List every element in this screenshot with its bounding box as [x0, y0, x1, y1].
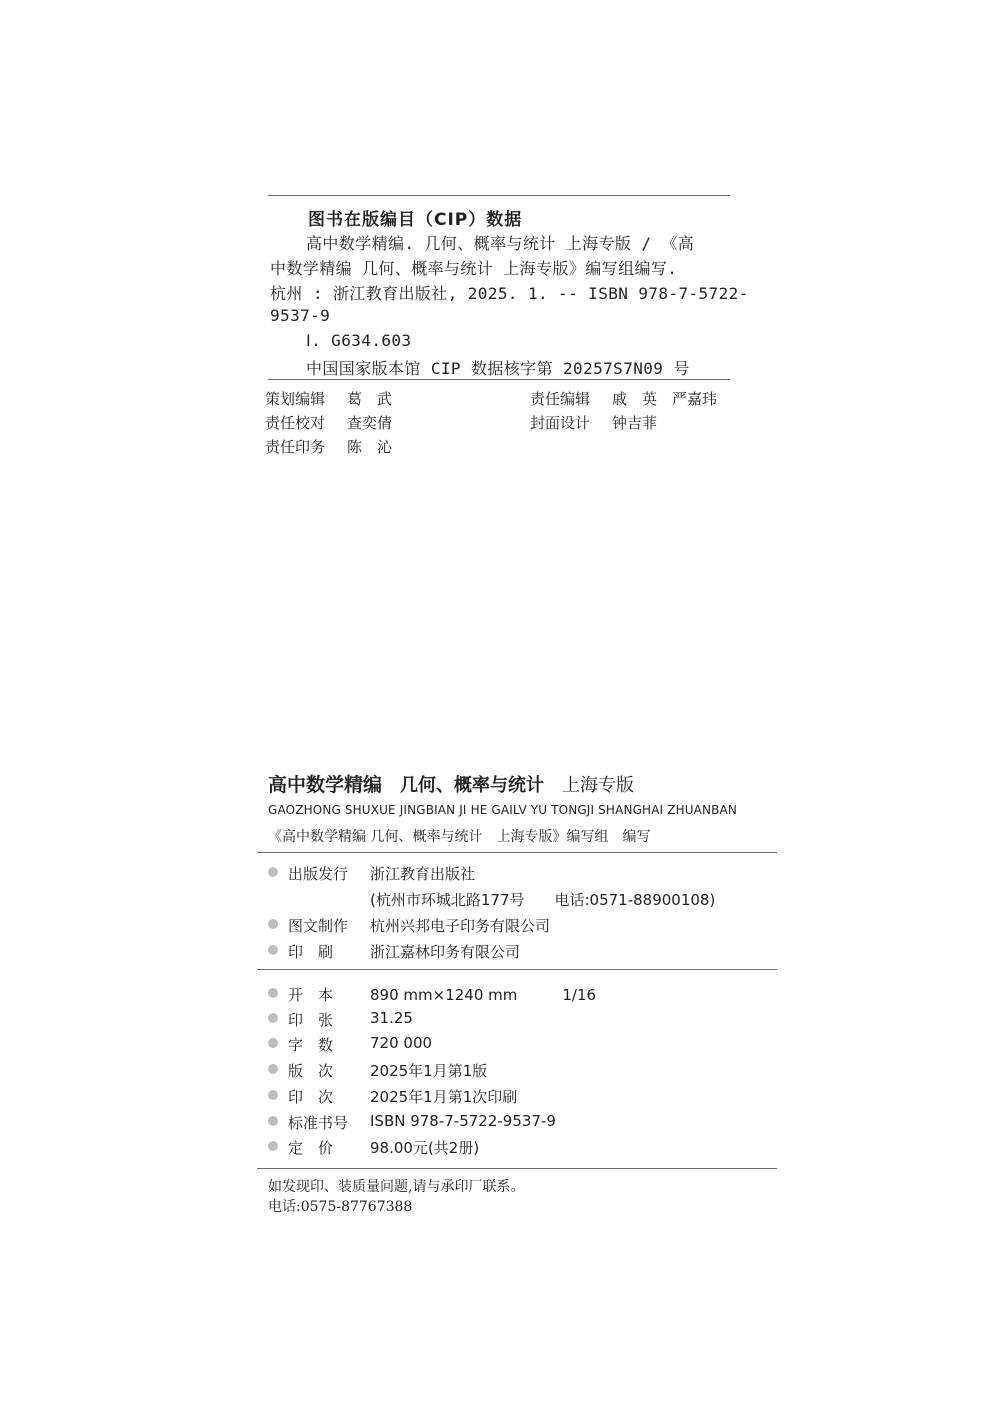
book-subtitle: 几何、概率与统计 — [400, 775, 545, 796]
bullet-icon — [268, 1013, 278, 1023]
staff-entry — [530, 412, 657, 433]
bullet-icon — [268, 1038, 278, 1048]
staff-name: 钟吉菲 — [612, 414, 658, 432]
staff-name: 查奕倩 — [347, 414, 393, 432]
staff-name: 葛 武 — [347, 390, 393, 408]
bullet-icon — [268, 919, 278, 929]
cip-heading: 图书在版编目（CIP）数据 — [308, 210, 523, 230]
bullet-icon — [268, 1141, 278, 1151]
info-label: 定 价 — [288, 1139, 334, 1157]
info-label: 字 数 — [288, 1036, 334, 1054]
info-value: 杭州兴邦电子印务有限公司 — [370, 917, 551, 935]
bullet-icon — [268, 988, 278, 998]
quality-notice: 如发现印、装质量问题,请与承印厂联系。 — [268, 1179, 525, 1195]
cip-line: Ⅰ. G634.603 — [306, 331, 412, 350]
info-value: 2025年1月第1版 — [370, 1062, 488, 1080]
info-label: 出版发行 — [288, 865, 349, 883]
staff-entry — [265, 412, 392, 433]
staff-name: 陈 沁 — [347, 438, 393, 456]
staff-role: 封面设计 — [530, 414, 591, 432]
cip-line: 中数学精编 几何、概率与统计 上海专版》编写组编写. — [270, 259, 678, 278]
footer-top-rule — [257, 1168, 777, 1169]
staff-entry — [530, 388, 717, 409]
cip-top-rule — [268, 195, 730, 196]
info-label: 印 张 — [288, 1011, 334, 1029]
publishing-top-rule — [257, 852, 777, 853]
book-pinyin: GAOZHONG SHUXUE JINGBIAN JI HE GAILV YU TONGJI SHANGHAI ZHUANBAN — [268, 803, 738, 817]
bullet-icon — [268, 867, 278, 877]
cip-line: 杭州 : 浙江教育出版社, 2025. 1. -- ISBN 978-7-5722- — [270, 284, 749, 303]
cip-line: 9537-9 — [270, 306, 331, 325]
info-value: ISBN 978-7-5722-9537-9 — [370, 1112, 556, 1130]
info-label: 印 次 — [288, 1088, 334, 1106]
info-value: (杭州市环城北路177号 电话:0571-88900108) — [370, 891, 716, 909]
cip-line: 高中数学精编. 几何、概率与统计 上海专版 / 《高 — [306, 234, 695, 253]
bullet-icon — [268, 945, 278, 955]
info-value: 720 000 — [370, 1034, 433, 1052]
bullet-icon — [268, 1116, 278, 1126]
info-label: 开 本 — [288, 986, 334, 1004]
bullet-icon — [268, 1090, 278, 1100]
info-label: 印 刷 — [288, 943, 334, 961]
info-value: 浙江嘉林印务有限公司 — [370, 943, 521, 961]
book-edition: 上海专版 — [562, 775, 635, 796]
cip-bottom-rule — [268, 379, 730, 380]
info-value: 2025年1月第1次印刷 — [370, 1088, 518, 1106]
staff-name: 戚 英 严嘉玮 — [612, 390, 718, 408]
info-label: 标准书号 — [288, 1114, 349, 1132]
info-label: 版 次 — [288, 1062, 334, 1080]
staff-entry — [265, 436, 392, 457]
staff-role: 策划编辑 — [265, 390, 326, 408]
book-title: 高中数学精编 — [268, 774, 383, 796]
staff-role: 责任校对 — [265, 414, 326, 432]
info-value: 98.00元(共2册) — [370, 1139, 480, 1157]
book-title-line — [268, 770, 634, 797]
info-label: 图文制作 — [288, 917, 349, 935]
staff-role: 责任印务 — [265, 438, 326, 456]
book-authors: 《高中数学精编 几何、概率与统计 上海专版》编写组 编写 — [268, 829, 651, 845]
printer-phone: 电话:0575-87767388 — [268, 1199, 413, 1215]
info-value: 31.25 — [370, 1009, 413, 1027]
info-value: 890 mm×1240 mm 1/16 — [370, 986, 597, 1004]
cip-line: 中国国家版本馆 CIP 数据核字第 20257S7N09 号 — [306, 359, 690, 378]
staff-role: 责任编辑 — [530, 390, 591, 408]
specs-top-rule — [257, 969, 777, 970]
info-value: 浙江教育出版社 — [370, 865, 476, 883]
bullet-icon — [268, 1064, 278, 1074]
staff-entry — [265, 388, 392, 409]
